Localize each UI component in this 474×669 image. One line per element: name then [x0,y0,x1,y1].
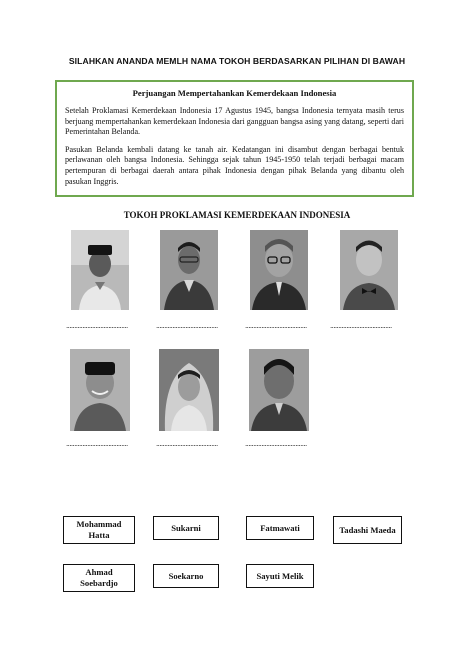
choice-ahmad-soebardjo[interactable]: Ahmad Soebardjo [63,564,135,592]
portrait-photo-3 [250,230,308,310]
answer-blank-2[interactable]: ...................................... [156,322,218,330]
choice-tadashi-maeda[interactable]: Tadashi Maeda [333,516,402,544]
answer-blank-6[interactable]: ...................................... [156,440,218,448]
instruction-heading: SILAHKAN ANANDA MEMLH NAMA TOKOH BERDASARKAN PILIHAN DI BAWAH [68,56,406,66]
portrait-photo-1 [71,230,129,310]
reading-paragraph-1: Setelah Proklamasi Kemerdekaan Indonesia 17 Agustus 1945, bangsa Indonesia ternyata masih terus berjuang mempertahankan kemerdekaan Indonesia dari gangguan bangsa asing yang datang, seperti dari Pemerintahan Belanda. [65,106,404,137]
choice-sayuti-melik[interactable]: Sayuti Melik [246,564,314,588]
portrait-photo-7 [249,349,309,431]
portrait-photo-6 [159,349,219,431]
answer-blank-3[interactable]: ...................................... [245,322,307,330]
reading-passage-box [55,80,414,197]
choice-soekarno[interactable]: Soekarno [153,564,219,588]
answer-blank-5[interactable]: ...................................... [66,440,128,448]
choice-fatmawati[interactable]: Fatmawati [246,516,314,540]
portrait-photo-5 [70,349,130,431]
section-title: TOKOH PROKLAMASI KEMERDEKAAN INDONESIA [123,210,351,220]
choice-sukarni[interactable]: Sukarni [153,516,219,540]
answer-blank-4[interactable]: ...................................... [330,322,392,330]
answer-blank-1[interactable]: ...................................... [66,322,128,330]
portrait-photo-2 [160,230,218,310]
portrait-photo-4 [340,230,398,310]
answer-blank-7[interactable]: ...................................... [245,440,307,448]
choice-mohammad-hatta[interactable]: Mohammad Hatta [63,516,135,544]
reading-title: Perjuangan Mempertahankan Kemerdekaan Indonesia [132,88,337,98]
reading-paragraph-2: Pasukan Belanda kembali datang ke tanah air. Kedatangan ini disambut dengan berbagai bentuk perlawanan oleh bangsa Indonesia. Sehingga sejak tahun 1945-1950 telah terjadi berbagai macam pertempuran di berbagai daerah antara pihak Indonesia dengan pihak Belanda yang dibantu oleh pasukan Inggris. [65,144,404,186]
